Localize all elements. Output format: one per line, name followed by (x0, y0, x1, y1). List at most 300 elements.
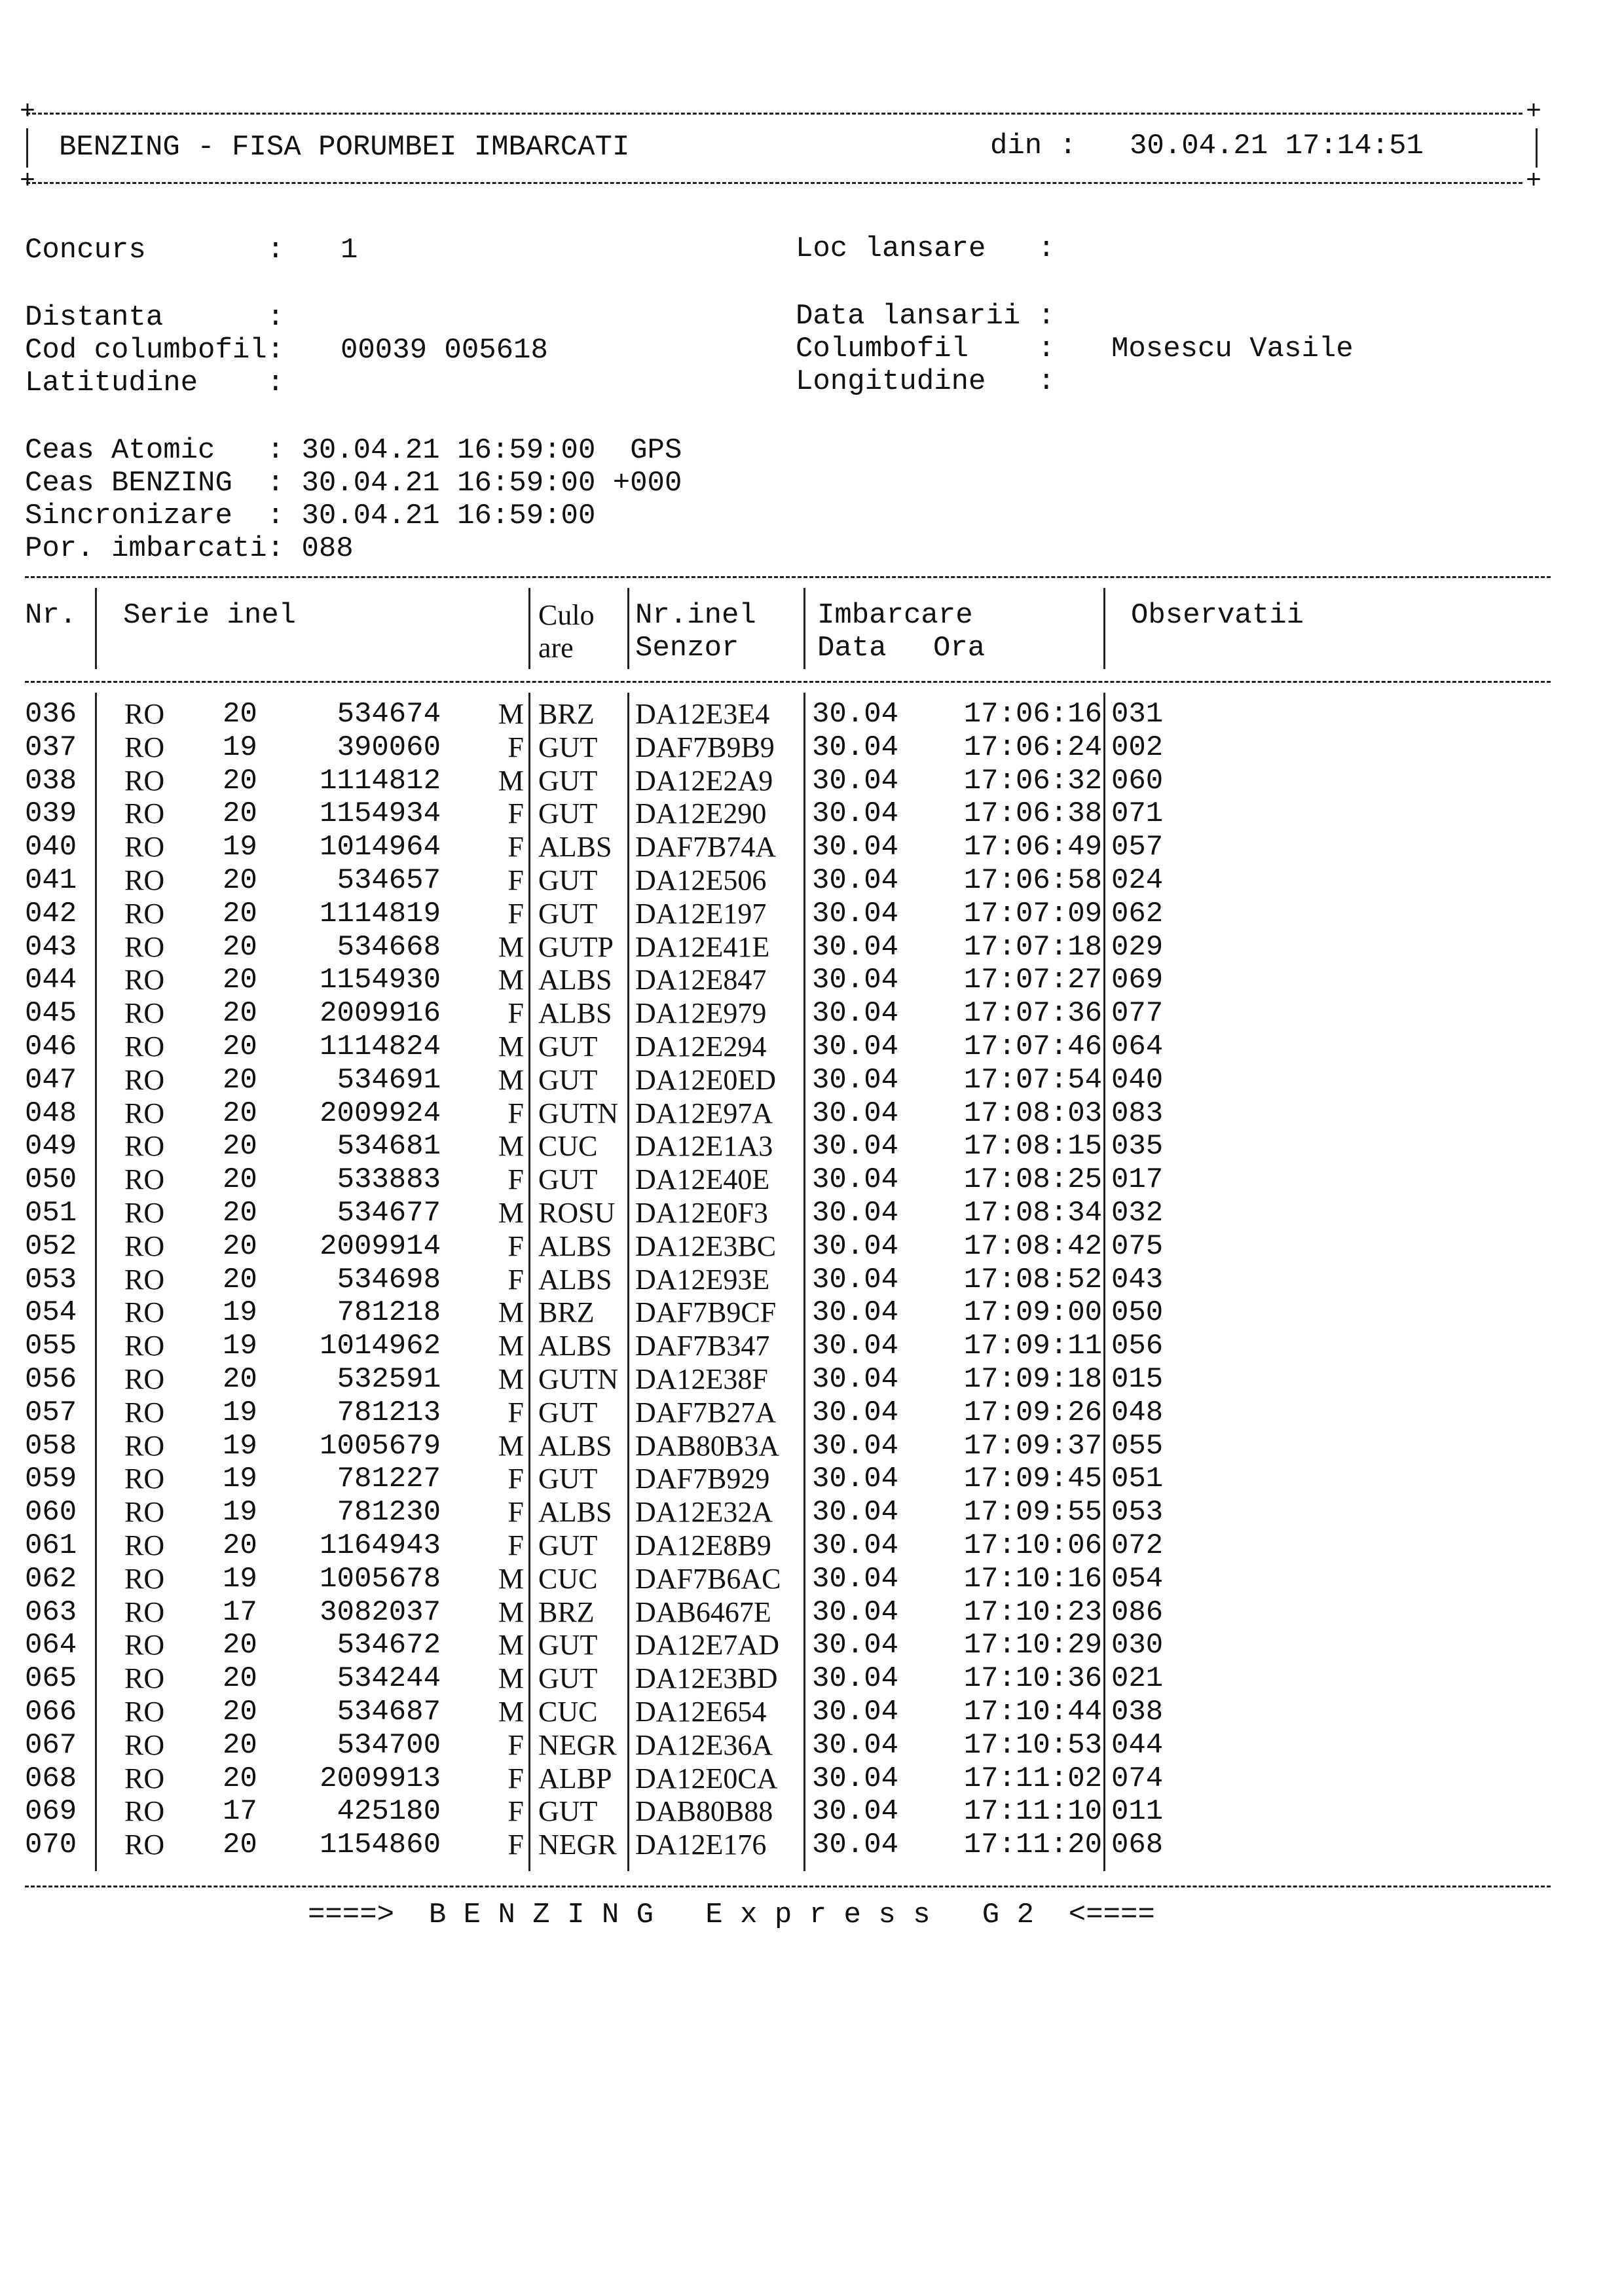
cell-nr: 041 (25, 864, 77, 897)
cell-nr: 063 (25, 1595, 77, 1629)
cell-country: RO (124, 1829, 165, 1861)
cell-color: ALBP (538, 1762, 612, 1795)
cell-time: 17:09:00 (963, 1296, 1102, 1330)
cell-obs: 015 (1111, 1363, 1164, 1396)
cell-number: 425180 (337, 1795, 441, 1829)
column-divider (803, 588, 805, 669)
cell-chip: DA12E40E (635, 1163, 770, 1196)
cell-country: RO (124, 1263, 165, 1296)
cell-color: ALBS (538, 997, 612, 1030)
cell-sex: F (507, 1263, 524, 1296)
cell-country: RO (124, 1396, 165, 1429)
cell-chip: DA12E294 (635, 1030, 767, 1063)
cell-chip: DAF7B9B9 (635, 731, 775, 763)
cell-date: 30.04 (812, 1829, 899, 1862)
cell-chip: DA12E41E (635, 930, 770, 963)
cell-nr: 052 (25, 1230, 77, 1263)
cell-time: 17:10:53 (963, 1728, 1102, 1762)
cell-year: 20 (223, 1130, 257, 1163)
cell-year: 20 (223, 930, 257, 964)
cell-country: RO (124, 997, 165, 1030)
cell-sex: F (507, 797, 524, 830)
cell-number: 1014964 (320, 831, 441, 864)
cell-color: ALBS (538, 1330, 612, 1362)
cell-date: 30.04 (812, 1728, 899, 1762)
cell-country: RO (124, 1163, 165, 1196)
cell-date: 30.04 (812, 1296, 899, 1330)
cell-obs: 060 (1111, 764, 1164, 797)
column-divider (528, 588, 530, 669)
cell-sex: F (507, 1163, 524, 1196)
cell-obs: 071 (1111, 797, 1164, 831)
table-header-rule (25, 681, 1551, 683)
data-lansarii-label: Data lansarii : (796, 300, 1056, 333)
cell-date: 30.04 (812, 1330, 899, 1363)
cell-nr: 062 (25, 1562, 77, 1595)
cell-obs: 077 (1111, 997, 1164, 1030)
cell-sex: F (507, 1463, 524, 1495)
columbofil-label: Columbofil : (796, 333, 1056, 365)
cell-year: 20 (223, 1063, 257, 1097)
cell-chip: DA12E0F3 (635, 1197, 768, 1229)
cell-country: RO (124, 1529, 165, 1561)
cell-country: RO (124, 864, 165, 896)
cell-sex: F (507, 1529, 524, 1561)
cell-date: 30.04 (812, 1197, 899, 1230)
cell-time: 17:06:38 (963, 797, 1102, 831)
cell-nr: 056 (25, 1363, 77, 1396)
cell-obs: 054 (1111, 1562, 1164, 1595)
cell-date: 30.04 (812, 797, 899, 831)
cell-number: 781230 (337, 1496, 441, 1529)
cell-nr: 051 (25, 1197, 77, 1230)
cell-chip: DA12E0CA (635, 1762, 778, 1795)
cell-chip: DAF7B9CF (635, 1296, 777, 1329)
cell-sex: M (498, 1330, 524, 1362)
col-header-culo: Culo (538, 599, 595, 631)
column-divider (1103, 588, 1105, 669)
cell-color: ALBS (538, 1263, 612, 1296)
header-box-corner: + (20, 167, 36, 196)
cell-sex: M (498, 1363, 524, 1395)
ceas-benzing-line: Ceas BENZING : 30.04.21 16:59:00 +000 (25, 467, 682, 500)
cell-obs: 011 (1111, 1795, 1164, 1829)
cell-nr: 036 (25, 698, 77, 731)
cell-sex: M (498, 698, 524, 730)
cell-time: 17:11:20 (963, 1829, 1102, 1862)
header-box-top (26, 113, 1522, 115)
cell-nr: 060 (25, 1496, 77, 1529)
cell-date: 30.04 (812, 1463, 899, 1496)
cell-year: 20 (223, 1197, 257, 1230)
cell-number: 1154860 (320, 1829, 441, 1862)
cell-sex: F (507, 831, 524, 864)
cell-time: 17:10:29 (963, 1629, 1102, 1662)
cell-color: GUT (538, 797, 598, 830)
cell-time: 17:08:42 (963, 1230, 1102, 1263)
cell-nr: 059 (25, 1463, 77, 1496)
cell-nr: 065 (25, 1662, 77, 1696)
cell-country: RO (124, 1230, 165, 1262)
col-header-imbarcare: Imbarcare (817, 599, 973, 632)
cell-year: 17 (223, 1595, 257, 1629)
header-box-corner: + (1526, 98, 1542, 127)
cell-nr: 061 (25, 1529, 77, 1562)
cell-time: 17:09:37 (963, 1429, 1102, 1463)
report-date-value: 30.04.21 17:14:51 (1130, 130, 1424, 162)
cell-number: 1114824 (320, 1030, 441, 1063)
cell-date: 30.04 (812, 731, 899, 764)
cell-sex: M (498, 1429, 524, 1462)
cell-obs: 044 (1111, 1728, 1164, 1762)
cell-time: 17:09:26 (963, 1396, 1102, 1429)
cell-sex: M (498, 1562, 524, 1595)
cell-color: GUT (538, 897, 598, 930)
cell-sex: M (498, 1063, 524, 1096)
cell-obs: 021 (1111, 1662, 1164, 1696)
cell-chip: DA12E38F (635, 1363, 768, 1395)
cell-country: RO (124, 930, 165, 963)
cell-year: 19 (223, 1330, 257, 1363)
cell-year: 20 (223, 764, 257, 797)
cell-sex: M (498, 1696, 524, 1728)
cell-obs: 043 (1111, 1263, 1164, 1296)
cell-color: GUT (538, 1063, 598, 1096)
cell-country: RO (124, 1130, 165, 1163)
cell-chip: DAF7B929 (635, 1463, 770, 1495)
cell-nr: 046 (25, 1030, 77, 1063)
cell-sex: M (498, 1197, 524, 1229)
cell-country: RO (124, 1363, 165, 1395)
cell-chip: DA12E8B9 (635, 1529, 771, 1561)
cell-year: 19 (223, 1463, 257, 1496)
cell-nr: 050 (25, 1163, 77, 1197)
cell-sex: F (507, 1496, 524, 1529)
cell-nr: 045 (25, 997, 77, 1030)
cell-sex: F (507, 1829, 524, 1861)
cell-time: 17:08:34 (963, 1197, 1102, 1230)
cell-color: GUTN (538, 1363, 619, 1395)
cell-country: RO (124, 1662, 165, 1695)
cell-sex: M (498, 1130, 524, 1163)
cell-number: 1114812 (320, 764, 441, 797)
cell-chip: DA12E176 (635, 1829, 767, 1861)
cell-year: 20 (223, 1829, 257, 1862)
cell-color: ALBS (538, 964, 612, 996)
cell-obs: 024 (1111, 864, 1164, 897)
cell-chip: DA12E290 (635, 797, 767, 830)
cell-date: 30.04 (812, 764, 899, 797)
cell-country: RO (124, 1795, 165, 1828)
table-top-rule (25, 576, 1551, 578)
cell-number: 1114819 (320, 897, 441, 930)
concurs-label: Concurs : (25, 234, 285, 266)
cell-time: 17:09:55 (963, 1496, 1102, 1529)
cell-country: RO (124, 1463, 165, 1495)
cell-number: 2009914 (320, 1230, 441, 1263)
cell-country: RO (124, 797, 165, 830)
cell-date: 30.04 (812, 1629, 899, 1662)
cell-year: 20 (223, 897, 257, 930)
cell-year: 20 (223, 997, 257, 1030)
cell-year: 20 (223, 1030, 257, 1063)
cell-obs: 062 (1111, 897, 1164, 930)
cell-year: 19 (223, 1429, 257, 1463)
sincronizare-line: Sincronizare : 30.04.21 16:59:00 (25, 500, 596, 532)
report-title: BENZING - FISA PORUMBEI IMBARCATI (59, 131, 630, 164)
cell-number: 533883 (337, 1163, 441, 1197)
cell-sex: M (498, 930, 524, 963)
cell-color: GUT (538, 764, 598, 797)
cell-country: RO (124, 1562, 165, 1595)
cell-number: 534687 (337, 1696, 441, 1728)
cell-time: 17:10:16 (963, 1562, 1102, 1595)
column-divider (627, 588, 629, 669)
cell-chip: DA12E654 (635, 1696, 767, 1728)
column-divider (95, 588, 97, 669)
cell-date: 30.04 (812, 1662, 899, 1696)
cell-date: 30.04 (812, 698, 899, 731)
cell-chip: DAB80B88 (635, 1795, 773, 1828)
col-header-are: are (538, 632, 574, 664)
cell-color: CUC (538, 1562, 598, 1595)
cell-time: 17:06:16 (963, 698, 1102, 731)
cell-chip: DAB80B3A (635, 1429, 780, 1462)
cell-year: 20 (223, 1696, 257, 1728)
cell-number: 534244 (337, 1662, 441, 1696)
cell-country: RO (124, 1629, 165, 1662)
cell-nr: 066 (25, 1696, 77, 1728)
cell-color: ALBS (538, 831, 612, 864)
cell-date: 30.04 (812, 1363, 899, 1396)
header-box-bottom (26, 182, 1522, 184)
cell-year: 20 (223, 964, 257, 997)
cell-sex: F (507, 1728, 524, 1761)
cell-color: GUT (538, 731, 598, 763)
column-divider (1103, 693, 1105, 1871)
cell-time: 17:10:44 (963, 1696, 1102, 1728)
cell-nr: 042 (25, 897, 77, 930)
cell-color: GUT (538, 1662, 598, 1695)
cell-number: 2009924 (320, 1097, 441, 1130)
cell-obs: 032 (1111, 1197, 1164, 1230)
cell-date: 30.04 (812, 1063, 899, 1097)
cell-color: GUT (538, 1030, 598, 1063)
col-header-nr: Nr. (25, 599, 77, 632)
header-box-corner: + (20, 98, 36, 127)
cell-nr: 047 (25, 1063, 77, 1097)
cell-time: 17:08:52 (963, 1263, 1102, 1296)
cell-obs: 031 (1111, 698, 1164, 731)
cell-color: BRZ (538, 698, 595, 730)
cell-number: 534691 (337, 1063, 441, 1097)
cell-color: GUT (538, 864, 598, 896)
table-bottom-rule (25, 1886, 1551, 1887)
cell-nr: 067 (25, 1728, 77, 1762)
cell-number: 781213 (337, 1396, 441, 1429)
cell-country: RO (124, 1762, 165, 1795)
cell-nr: 039 (25, 797, 77, 831)
cell-date: 30.04 (812, 1696, 899, 1728)
cell-time: 17:08:03 (963, 1097, 1102, 1130)
cell-time: 17:09:18 (963, 1363, 1102, 1396)
cell-year: 20 (223, 1529, 257, 1562)
latitudine-label: Latitudine : (25, 367, 285, 399)
cell-year: 20 (223, 1662, 257, 1696)
cell-date: 30.04 (812, 1429, 899, 1463)
ceas-atomic-line: Ceas Atomic : 30.04.21 16:59:00 GPS (25, 434, 682, 467)
cell-country: RO (124, 1063, 165, 1096)
cell-obs: 038 (1111, 1696, 1164, 1728)
cell-country: RO (124, 698, 165, 730)
cell-sex: F (507, 731, 524, 763)
cell-country: RO (124, 831, 165, 864)
cell-obs: 057 (1111, 831, 1164, 864)
cell-color: GUT (538, 1629, 598, 1662)
cod-columbofil-value: 00039 005618 (341, 334, 548, 367)
cell-time: 17:08:15 (963, 1130, 1102, 1163)
cell-nr: 054 (25, 1296, 77, 1330)
column-divider (627, 693, 629, 1871)
cell-date: 30.04 (812, 1396, 899, 1429)
cell-color: ALBS (538, 1496, 612, 1529)
cell-time: 17:09:45 (963, 1463, 1102, 1496)
cell-nr: 058 (25, 1429, 77, 1463)
cell-country: RO (124, 1696, 165, 1728)
header-box-left (26, 128, 28, 168)
cell-obs: 051 (1111, 1463, 1164, 1496)
cell-nr: 037 (25, 731, 77, 764)
column-divider (528, 693, 530, 1871)
cell-chip: DAF7B27A (635, 1396, 777, 1429)
cell-time: 17:10:36 (963, 1662, 1102, 1696)
cell-number: 534700 (337, 1728, 441, 1762)
cell-country: RO (124, 1496, 165, 1529)
cell-year: 19 (223, 1496, 257, 1529)
cell-date: 30.04 (812, 1230, 899, 1263)
concurs-value: 1 (341, 234, 358, 266)
cell-sex: F (507, 1097, 524, 1129)
cell-chip: DA12E36A (635, 1728, 773, 1761)
cell-sex: F (507, 864, 524, 896)
cell-chip: DAF7B6AC (635, 1562, 781, 1595)
cell-country: RO (124, 1296, 165, 1329)
cell-year: 19 (223, 831, 257, 864)
cell-date: 30.04 (812, 1562, 899, 1595)
cell-date: 30.04 (812, 1263, 899, 1296)
col-header-senzor: Senzor (635, 632, 739, 665)
col-header-observatii: Observatii (1131, 599, 1304, 632)
cell-time: 17:06:32 (963, 764, 1102, 797)
cell-nr: 055 (25, 1330, 77, 1363)
loc-lansare-label: Loc lansare : (796, 232, 1056, 265)
col-header-serie-inel: Serie inel (123, 599, 297, 632)
cell-country: RO (124, 1030, 165, 1063)
cell-chip: DAF7B74A (635, 831, 777, 864)
cell-time: 17:07:18 (963, 930, 1102, 964)
cell-nr: 040 (25, 831, 77, 864)
cell-time: 17:11:02 (963, 1762, 1102, 1795)
cell-nr: 038 (25, 764, 77, 797)
cell-number: 1005678 (320, 1562, 441, 1595)
cell-year: 20 (223, 797, 257, 831)
col-header-nr-inel: Nr.inel (635, 599, 756, 632)
cell-date: 30.04 (812, 1762, 899, 1795)
por-imbarcati-line: Por. imbarcati: 088 (25, 532, 354, 565)
cell-color: GUT (538, 1396, 598, 1429)
cell-color: NEGR (538, 1829, 617, 1861)
cell-nr: 053 (25, 1263, 77, 1296)
cell-color: CUC (538, 1130, 598, 1163)
cell-nr: 068 (25, 1762, 77, 1795)
cell-obs: 035 (1111, 1130, 1164, 1163)
cell-obs: 029 (1111, 930, 1164, 964)
cell-country: RO (124, 964, 165, 996)
cell-obs: 040 (1111, 1063, 1164, 1097)
longitudine-label: Longitudine : (796, 365, 1056, 398)
cell-date: 30.04 (812, 1163, 899, 1197)
cell-nr: 044 (25, 964, 77, 997)
cell-chip: DA12E979 (635, 997, 767, 1030)
cell-obs: 069 (1111, 964, 1164, 997)
cell-nr: 049 (25, 1130, 77, 1163)
cell-color: BRZ (538, 1595, 595, 1628)
cell-obs: 086 (1111, 1595, 1164, 1629)
cell-date: 30.04 (812, 831, 899, 864)
cell-date: 30.04 (812, 997, 899, 1030)
cell-color: ALBS (538, 1230, 612, 1262)
cell-obs: 050 (1111, 1296, 1164, 1330)
cell-year: 20 (223, 1363, 257, 1396)
cell-time: 17:10:06 (963, 1529, 1102, 1562)
cell-color: GUT (538, 1463, 598, 1495)
cell-sex: M (498, 964, 524, 996)
cell-year: 20 (223, 1629, 257, 1662)
cell-number: 534657 (337, 864, 441, 897)
cell-date: 30.04 (812, 964, 899, 997)
cell-chip: DA12E506 (635, 864, 767, 896)
cell-year: 20 (223, 1230, 257, 1263)
cell-country: RO (124, 1330, 165, 1362)
cell-number: 2009913 (320, 1762, 441, 1795)
cell-time: 17:09:11 (963, 1330, 1102, 1363)
cell-date: 30.04 (812, 1130, 899, 1163)
cell-time: 17:08:25 (963, 1163, 1102, 1197)
cell-chip: DA12E3E4 (635, 698, 770, 730)
cell-obs: 055 (1111, 1429, 1164, 1463)
cell-nr: 048 (25, 1097, 77, 1130)
cell-year: 20 (223, 698, 257, 731)
cell-obs: 075 (1111, 1230, 1164, 1263)
col-header-ora: Ora (933, 632, 986, 665)
cell-chip: DAB6467E (635, 1595, 771, 1628)
report-date-label: din : (990, 130, 1077, 162)
cell-sex: F (507, 1795, 524, 1828)
cell-number: 3082037 (320, 1595, 441, 1629)
cell-chip: DA12E197 (635, 897, 767, 930)
cell-year: 20 (223, 1097, 257, 1130)
cell-year: 17 (223, 1795, 257, 1829)
cell-number: 1154934 (320, 797, 441, 831)
cell-date: 30.04 (812, 864, 899, 897)
cell-chip: DA12E97A (635, 1097, 773, 1129)
cell-obs: 074 (1111, 1762, 1164, 1795)
cell-color: GUTN (538, 1097, 619, 1129)
cell-country: RO (124, 897, 165, 930)
cell-obs: 002 (1111, 731, 1164, 764)
cell-date: 30.04 (812, 1097, 899, 1130)
cell-number: 1164943 (320, 1529, 441, 1562)
